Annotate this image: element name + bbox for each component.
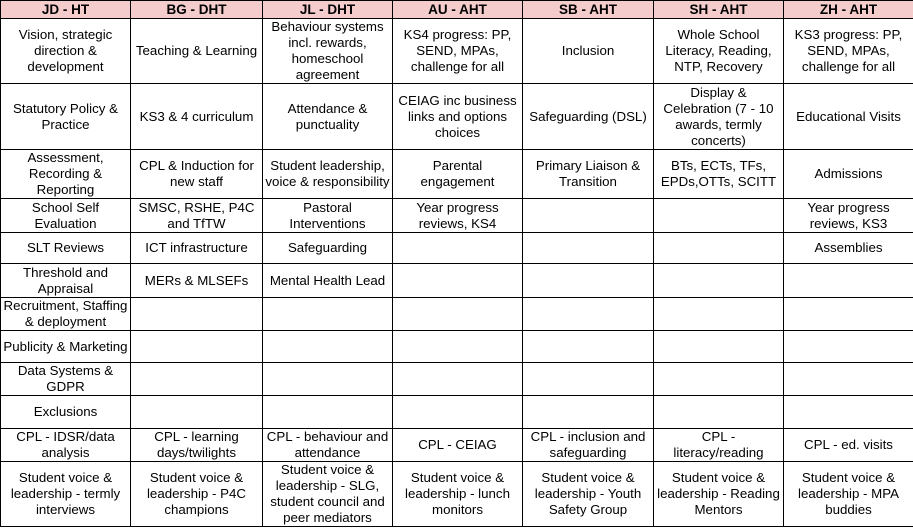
table-cell: Display & Celebration (7 - 10 awards, termly concerts) — [654, 84, 784, 150]
table-row — [1, 363, 913, 396]
table-cell: Inclusion — [523, 19, 654, 84]
table-cell — [523, 264, 654, 298]
table-cell: Student leadership, voice & responsibility — [263, 150, 393, 199]
table-cell: ICT infrastructure — [131, 233, 263, 264]
table-cell: School Self Evaluation — [1, 199, 131, 233]
table-cell: SLT Reviews — [1, 233, 131, 264]
table-cell — [784, 363, 913, 396]
table-cell: Student voice & leadership - SLG, student council and peer mediators — [263, 462, 393, 527]
table-cell: Threshold and Appraisal — [1, 264, 131, 298]
table-cell: Year progress reviews, KS4 — [393, 199, 523, 233]
table-cell: Assemblies — [784, 233, 913, 264]
table-cell — [523, 298, 654, 331]
table-cell — [393, 363, 523, 396]
table-cell — [654, 233, 784, 264]
table-cell: Student voice & leadership - Reading Mentors — [654, 462, 784, 527]
header-bg-dht: BG - DHT — [131, 1, 263, 19]
table-cell — [654, 363, 784, 396]
table-cell: Student voice & leadership - Youth Safety Group — [523, 462, 654, 527]
table-cell: Admissions — [784, 150, 913, 199]
table-cell: CPL - ed. visits — [784, 429, 913, 462]
table-cell — [784, 264, 913, 298]
table-cell — [393, 298, 523, 331]
table-cell: Primary Liaison & Transition — [523, 150, 654, 199]
table-cell: CPL - behaviour and attendance — [263, 429, 393, 462]
table-cell: Educational Visits — [784, 84, 913, 150]
table-cell — [784, 396, 913, 429]
header-sb-aht: SB - AHT — [523, 1, 654, 19]
header-au-aht: AU - AHT — [393, 1, 523, 19]
table-cell — [523, 396, 654, 429]
table-cell — [263, 298, 393, 331]
table-cell — [654, 396, 784, 429]
table-cell: Vision, strategic direction & development — [1, 19, 131, 84]
table-cell: Recruitment, Staffing & deployment — [1, 298, 131, 331]
table-cell — [393, 396, 523, 429]
table-cell: Publicity & Marketing — [1, 331, 131, 363]
table-row — [1, 19, 913, 84]
table-row — [1, 150, 913, 199]
table-cell — [263, 396, 393, 429]
table-cell — [393, 264, 523, 298]
table-cell: CEIAG inc business links and options choices — [393, 84, 523, 150]
table-cell — [784, 298, 913, 331]
table-cell: Student voice & leadership - lunch monitors — [393, 462, 523, 527]
header-sh-aht: SH - AHT — [654, 1, 784, 19]
table-row — [1, 264, 913, 298]
table-cell: Safeguarding — [263, 233, 393, 264]
table-cell: Student voice & leadership - P4C champions — [131, 462, 263, 527]
table-cell — [654, 331, 784, 363]
header-jd-ht: JD - HT — [1, 1, 131, 19]
table-cell — [784, 331, 913, 363]
table-cell: SMSC, RSHE, P4C and TfTW — [131, 199, 263, 233]
table-cell: Behaviour systems incl. rewards, homeschool agreement — [263, 19, 393, 84]
table-cell — [523, 233, 654, 264]
table-row — [1, 396, 913, 429]
table-cell — [654, 264, 784, 298]
table-cell — [393, 233, 523, 264]
table-cell: Statutory Policy & Practice — [1, 84, 131, 150]
table-cell: Student voice & leadership - MPA buddies — [784, 462, 913, 527]
table-row — [1, 298, 913, 331]
table-cell — [393, 331, 523, 363]
table-cell: Mental Health Lead — [263, 264, 393, 298]
table-cell — [654, 199, 784, 233]
table-cell: CPL - literacy/reading — [654, 429, 784, 462]
header-row — [1, 1, 913, 19]
table-row — [1, 84, 913, 150]
table-row — [1, 331, 913, 363]
table-cell: Safeguarding (DSL) — [523, 84, 654, 150]
table-cell: CPL - learning days/twilights — [131, 429, 263, 462]
table-cell: KS4 progress: PP, SEND, MPAs, challenge for all — [393, 19, 523, 84]
table-cell: MERs & MLSEFs — [131, 264, 263, 298]
table-cell: CPL - CEIAG — [393, 429, 523, 462]
table-row — [1, 429, 913, 462]
table-cell — [654, 298, 784, 331]
header-zh-aht: ZH - AHT — [784, 1, 913, 19]
table-cell: Exclusions — [1, 396, 131, 429]
table-row — [1, 462, 913, 527]
table-cell — [523, 363, 654, 396]
table-cell: BTs, ECTs, TFs, EPDs,OTTs, SCITT — [654, 150, 784, 199]
table-cell: Whole School Literacy, Reading, NTP, Recovery — [654, 19, 784, 84]
table-cell — [131, 396, 263, 429]
table-cell — [131, 363, 263, 396]
table-cell — [263, 363, 393, 396]
table-cell: Attendance & punctuality — [263, 84, 393, 150]
table-cell: Student voice & leadership - termly interviews — [1, 462, 131, 527]
table-cell: KS3 & 4 curriculum — [131, 84, 263, 150]
table-cell: KS3 progress: PP, SEND, MPAs, challenge for all — [784, 19, 913, 84]
header-jl-dht: JL - DHT — [263, 1, 393, 19]
table-cell: CPL & Induction for new staff — [131, 150, 263, 199]
table-cell: Assessment, Recording & Reporting — [1, 150, 131, 199]
table-cell — [131, 298, 263, 331]
table-cell — [523, 331, 654, 363]
table-cell — [131, 331, 263, 363]
table-cell: Data Systems & GDPR — [1, 363, 131, 396]
table-cell — [523, 199, 654, 233]
table-cell — [263, 331, 393, 363]
table-cell: Parental engagement — [393, 150, 523, 199]
table-cell: Year progress reviews, KS3 — [784, 199, 913, 233]
table-cell: Pastoral Interventions — [263, 199, 393, 233]
table-row — [1, 233, 913, 264]
table-cell: CPL - inclusion and safeguarding — [523, 429, 654, 462]
table-cell: CPL - IDSR/data analysis — [1, 429, 131, 462]
table-row — [1, 199, 913, 233]
table-cell: Teaching & Learning — [131, 19, 263, 84]
